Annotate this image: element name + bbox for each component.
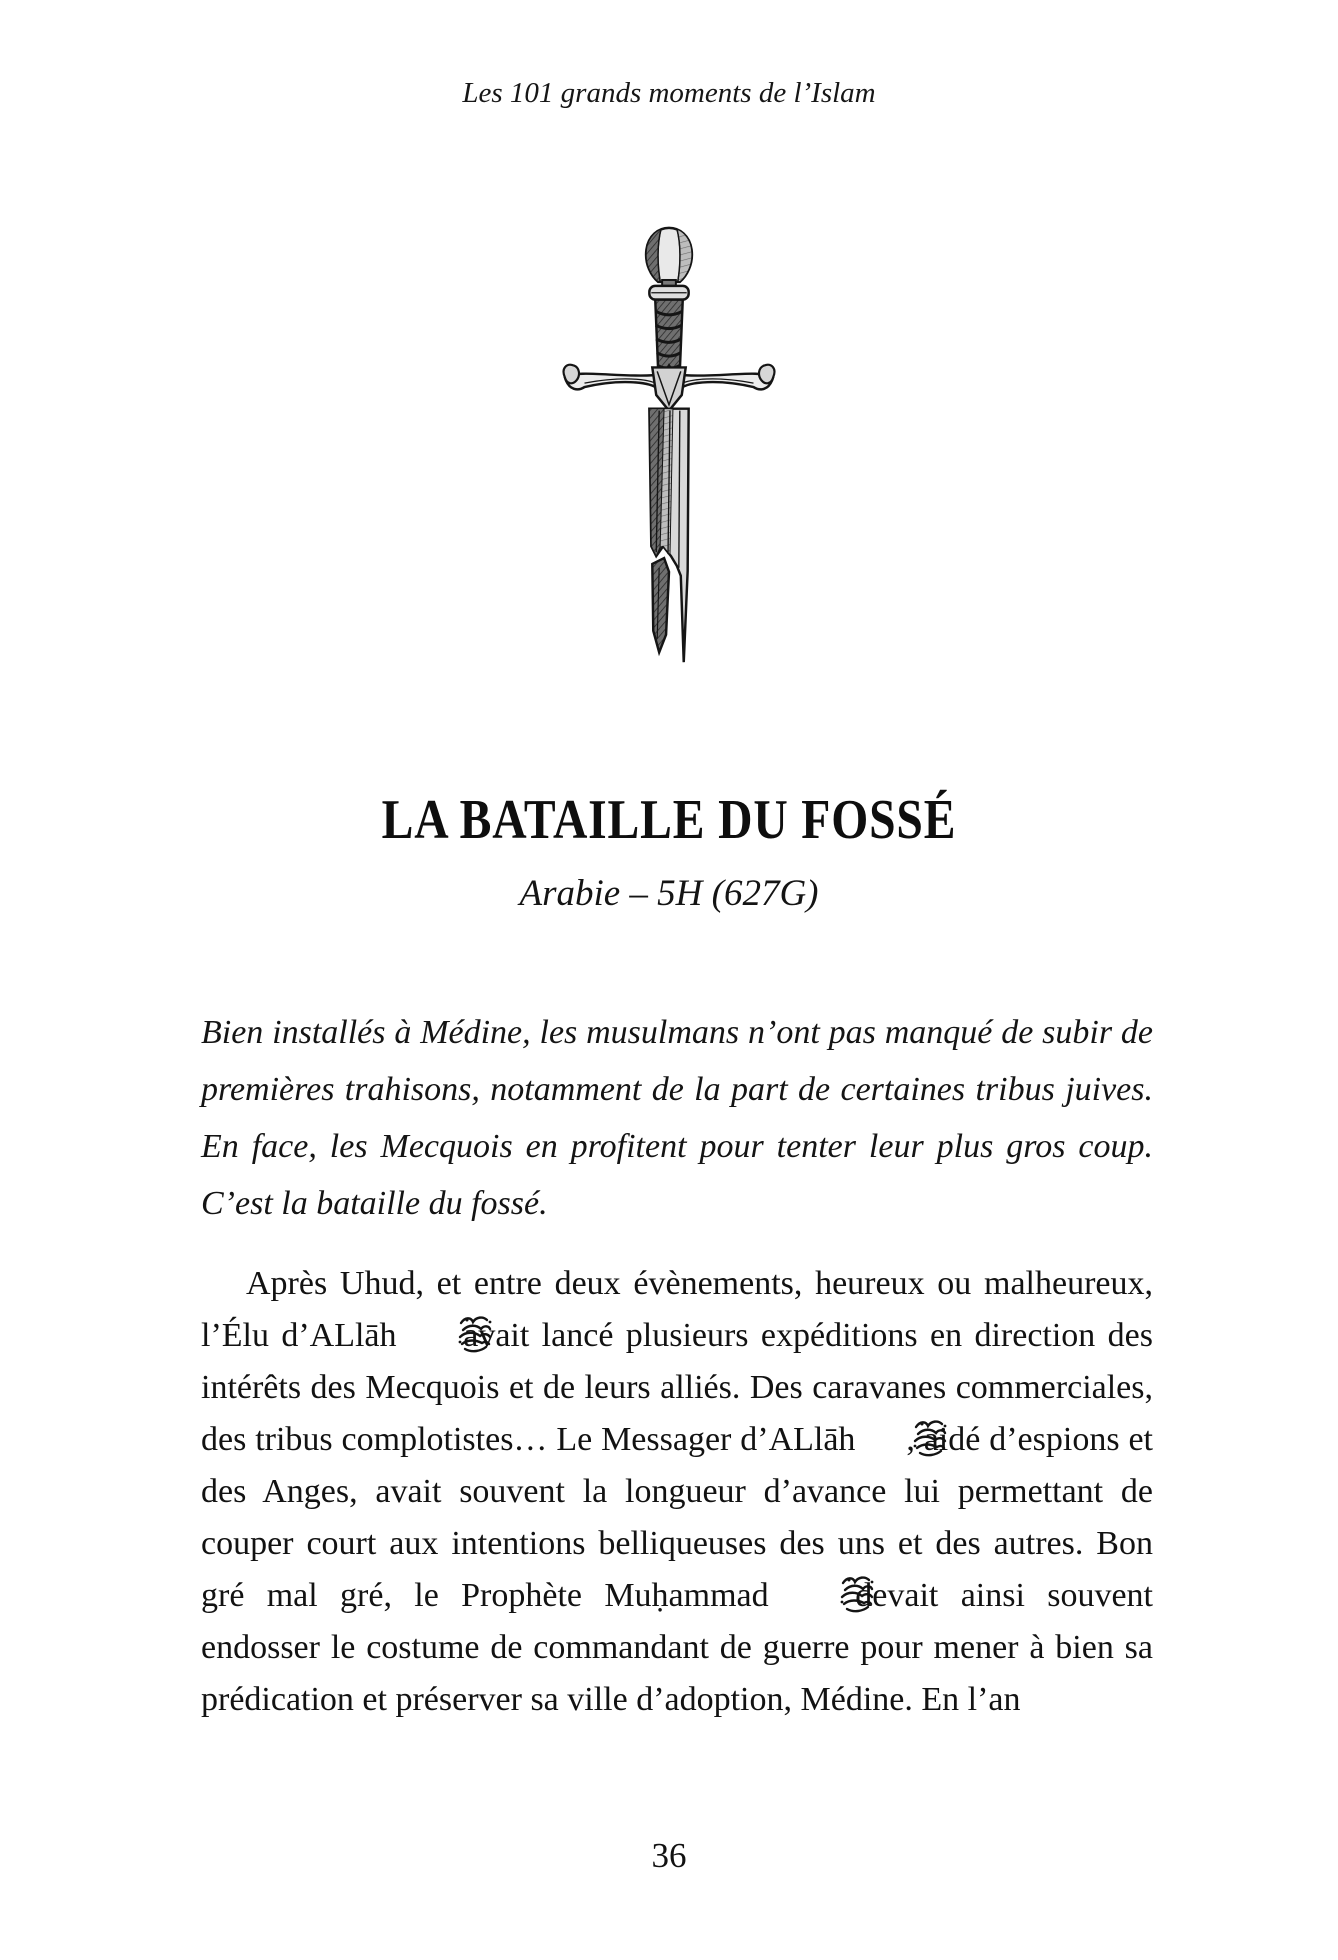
page-number: 36 — [651, 1836, 687, 1875]
saw-calligraphy-icon — [409, 1314, 451, 1354]
running-head: Les 101 grands moments de l’Islam — [462, 77, 876, 109]
sword-blade — [649, 409, 688, 663]
body-text-run: , aidé d’espions et des Anges, avait souvent la longueur d’avance lui permettant de couper court aux intentions belliqueuses des uns et des autres. Bon gré mal gré, le Prophète Muḥammad — [201, 1421, 1153, 1614]
sword-broken-shard — [652, 558, 669, 652]
chapter-title: LA BATAILLE DU FOSSÉ — [381, 789, 957, 851]
body-paragraph — [201, 1258, 1153, 1726]
broken-sword-image — [550, 222, 788, 674]
body-text-run: Après Uhud, et entre deux évènements, heureux ou malheureux, l’Élu d’ALlāh — [201, 1265, 1153, 1354]
saw-calligraphy-icon — [791, 1574, 833, 1614]
saw-calligraphy-icon — [864, 1418, 906, 1458]
intro-paragraph: Bien installés à Médine, les musulmans n’ont pas manqué de subir de premières trahisons, notamment de la part de certaines tribus juives. En face, les Mecquois en profitent pour tenter leur plus gros coup. C’est la bataille du fossé. — [201, 1014, 1153, 1222]
broken-sword-illustration — [0, 222, 1338, 674]
body-text-run: devait ainsi souvent endosser le costume de commandant de guerre pour mener à bien sa prédication et préserver sa ville d’adoption, Médine. En l’an — [201, 1577, 1154, 1718]
sword-pommel — [646, 228, 692, 282]
sword-grip — [655, 300, 683, 372]
body-text-run: avait lancé plusieurs expéditions en direction des intérêts des Mecquois et de leurs alliés. Des caravanes commerciales, des tribus complotistes… Le Messager d’ALlāh — [201, 1317, 1153, 1458]
text-column — [201, 1004, 1153, 1726]
sword-crossguard — [564, 365, 775, 411]
chapter-subtitle: Arabie – 5H (627G) — [519, 873, 819, 914]
